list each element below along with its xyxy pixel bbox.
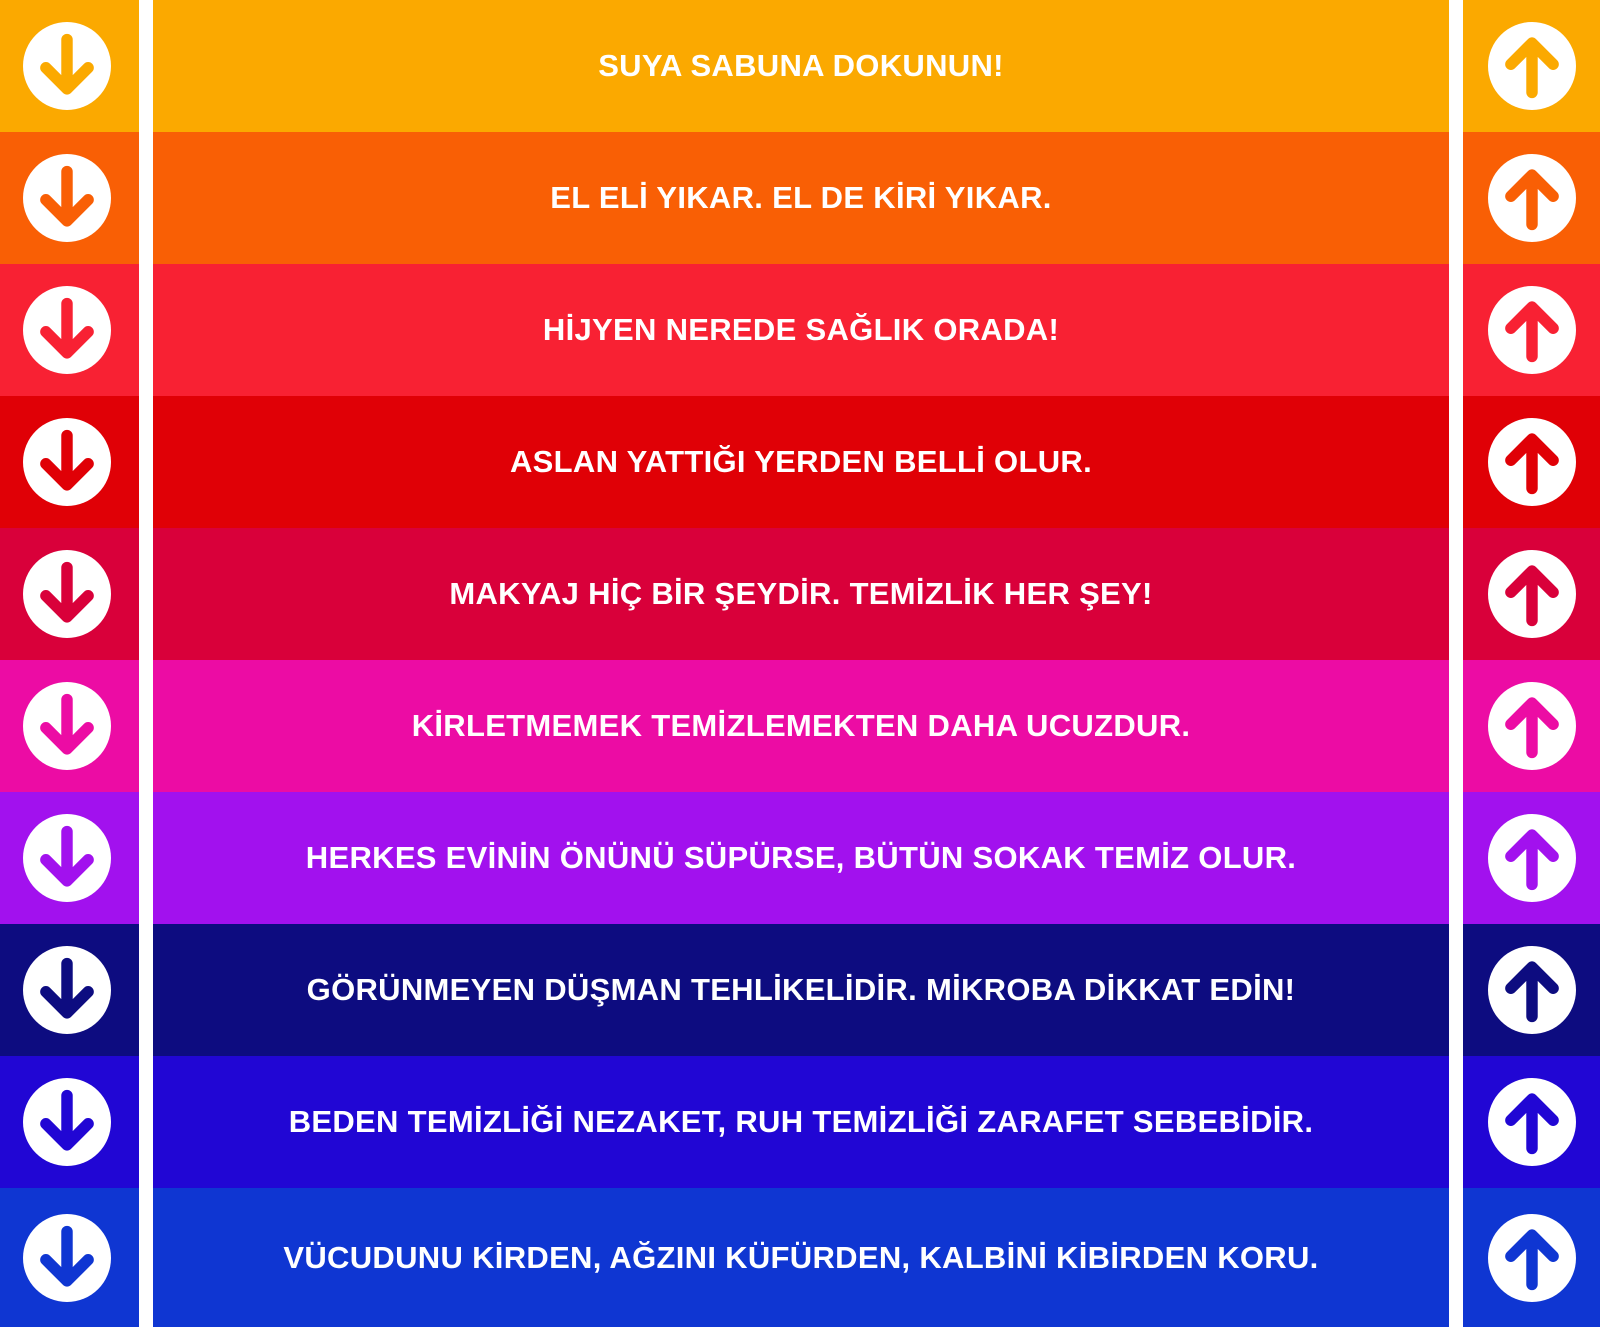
- slogan-band: [153, 1188, 1449, 1327]
- arrow-up-circle-icon: [1488, 946, 1576, 1034]
- slogan-text: HİJYEN NEREDE SAĞLIK ORADA!: [542, 312, 1060, 347]
- arrow-up-circle-icon: [1488, 1214, 1576, 1302]
- slogan-band: [153, 0, 1449, 132]
- slogan-row-2: [0, 132, 1600, 264]
- arrow-down-circle-icon: [23, 286, 111, 374]
- left-arrow-cell: [0, 660, 139, 792]
- arrow-down-circle-icon: [23, 946, 111, 1034]
- slogan-text: BEDEN TEMİZLİĞİ NEZAKET, RUH TEMİZLİĞİ ZARAFET SEBEBİDİR.: [288, 1104, 1314, 1139]
- arrow-down-circle-icon: [23, 418, 111, 506]
- slogan-text: SUYA SABUNA DOKUNUN!: [598, 48, 1004, 83]
- right-arrow-cell: [1463, 264, 1600, 396]
- slogan-row-7: [0, 792, 1600, 924]
- arrow-up-circle-icon: [1488, 154, 1576, 242]
- slogan-band: [153, 264, 1449, 396]
- left-arrow-cell: [0, 1188, 139, 1327]
- left-arrow-cell: [0, 0, 139, 132]
- slogan-text: HERKES EVİNİN ÖNÜNÜ SÜPÜRSE, BÜTÜN SOKAK TEMİZ OLUR.: [305, 840, 1297, 875]
- left-arrow-cell: [0, 264, 139, 396]
- slogan-row-4: [0, 396, 1600, 528]
- slogan-row-6: [0, 660, 1600, 792]
- slogan-row-3: [0, 264, 1600, 396]
- right-arrow-cell: [1463, 528, 1600, 660]
- slogan-row-9: [0, 1056, 1600, 1188]
- arrow-down-circle-icon: [23, 154, 111, 242]
- slogan-band: [153, 132, 1449, 264]
- arrow-down-circle-icon: [23, 1214, 111, 1302]
- left-arrow-cell: [0, 924, 139, 1056]
- arrow-up-circle-icon: [1488, 286, 1576, 374]
- right-arrow-cell: [1463, 0, 1600, 132]
- right-arrow-cell: [1463, 792, 1600, 924]
- arrow-down-circle-icon: [23, 1078, 111, 1166]
- slogan-band: [153, 396, 1449, 528]
- slogan-row-5: [0, 528, 1600, 660]
- arrow-up-circle-icon: [1488, 418, 1576, 506]
- slogan-text: KİRLETMEMEK TEMİZLEMEKTEN DAHA UCUZDUR.: [411, 708, 1191, 743]
- left-arrow-cell: [0, 792, 139, 924]
- left-arrow-cell: [0, 396, 139, 528]
- left-arrow-cell: [0, 132, 139, 264]
- slogan-text: EL ELİ YIKAR. EL DE KİRİ YIKAR.: [550, 180, 1052, 215]
- right-arrow-cell: [1463, 132, 1600, 264]
- right-arrow-cell: [1463, 924, 1600, 1056]
- arrow-down-circle-icon: [23, 682, 111, 770]
- slogan-row-10: [0, 1188, 1600, 1327]
- slogan-text: GÖRÜNMEYEN DÜŞMAN TEHLİKELİDİR. MİKROBA DİKKAT EDİN!: [306, 972, 1296, 1007]
- slogan-row-8: [0, 924, 1600, 1056]
- arrow-up-circle-icon: [1488, 814, 1576, 902]
- left-arrow-cell: [0, 528, 139, 660]
- slogan-band: [153, 660, 1449, 792]
- slogan-band: [153, 924, 1449, 1056]
- right-arrow-cell: [1463, 396, 1600, 528]
- arrow-up-circle-icon: [1488, 1078, 1576, 1166]
- arrow-down-circle-icon: [23, 22, 111, 110]
- arrow-up-circle-icon: [1488, 22, 1576, 110]
- slogan-text: ASLAN YATTIĞI YERDEN BELLİ OLUR.: [509, 444, 1092, 479]
- slogan-row-1: [0, 0, 1600, 132]
- arrow-up-circle-icon: [1488, 682, 1576, 770]
- slogan-band: [153, 528, 1449, 660]
- left-arrow-cell: [0, 1056, 139, 1188]
- slogan-band: [153, 792, 1449, 924]
- arrow-down-circle-icon: [23, 550, 111, 638]
- arrow-up-circle-icon: [1488, 550, 1576, 638]
- slogan-band: [153, 1056, 1449, 1188]
- slogan-text: VÜCUDUNU KİRDEN, AĞZINI KÜFÜRDEN, KALBİNİ KİBİRDEN KORU.: [283, 1239, 1319, 1275]
- slogan-text: MAKYAJ HİÇ BİR ŞEYDİR. TEMİZLİK HER ŞEY!: [449, 576, 1153, 611]
- right-arrow-cell: [1463, 1188, 1600, 1327]
- arrow-down-circle-icon: [23, 814, 111, 902]
- right-arrow-cell: [1463, 660, 1600, 792]
- right-arrow-cell: [1463, 1056, 1600, 1188]
